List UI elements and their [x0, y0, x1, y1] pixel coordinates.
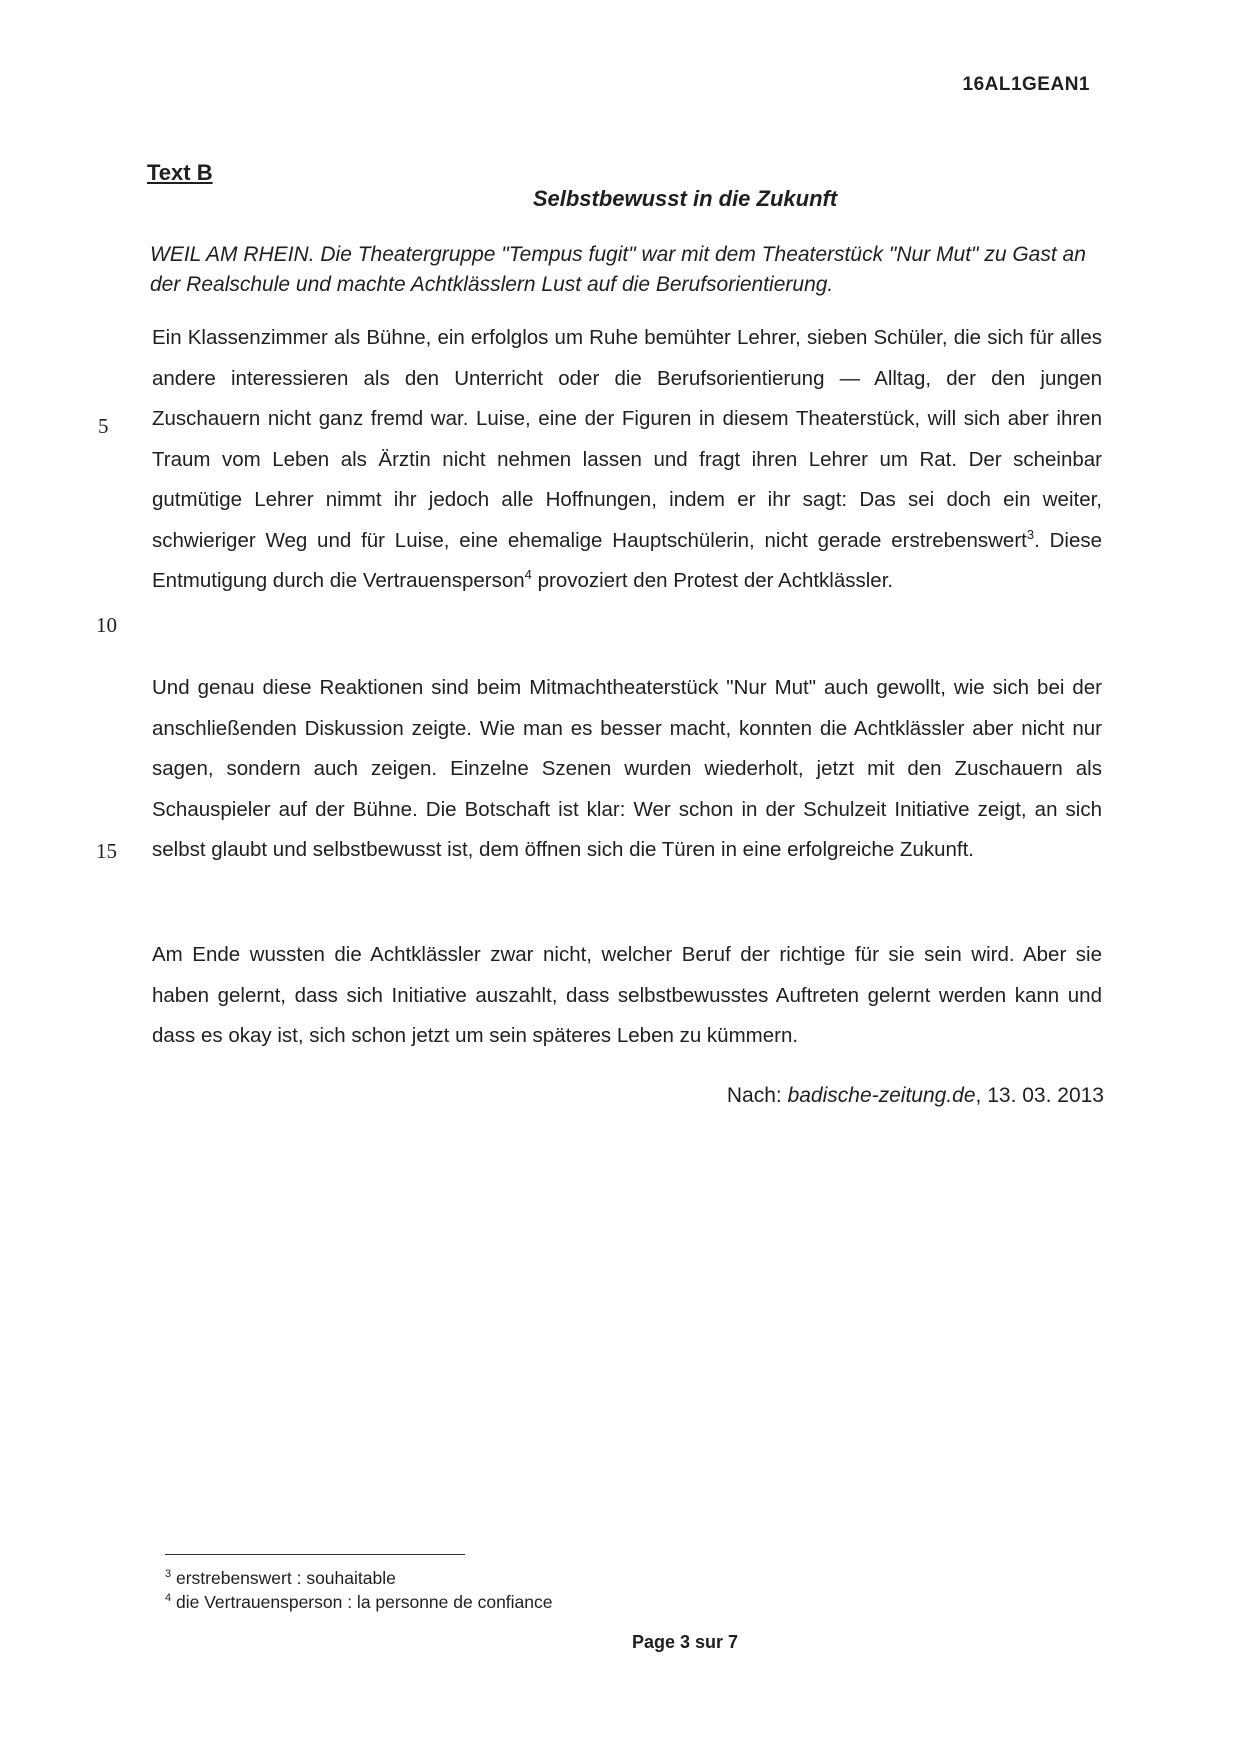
footnote-4-text: die Vertrauensperson : la personne de confiance	[171, 1592, 553, 1612]
source-citation	[727, 1084, 1104, 1108]
paragraph-1-text-b: . Diese Entmutigung durch die Vertrauensperson	[152, 528, 1102, 592]
section-label: Text B	[147, 160, 213, 185]
paragraph-2: Und genau diese Reaktionen sind beim Mitmachtheaterstück "Nur Mut" auch gewollt, wie sich bei der anschließenden Diskussion zeigte. Wie man es besser macht, konnten die Achtklässler aber nicht nur sagen, sondern auch zeigen. Einzelne Szenen wurden wiederholt, jetzt mit den Zuschauern als Schauspieler auf der Bühne. Die Botschaft ist klar: Wer schon in der Schulzeit Initiative zeigt, an sich selbst glaubt und selbstbewusst ist, dem öffnen sich die Türen in eine erfolgreiche Zukunft.	[152, 676, 1102, 861]
paragraph-3: Am Ende wussten die Achtklässler zwar nicht, welcher Beruf der richtige für sie sein wird. Aber sie haben gelernt, dass sich Initiative auszahlt, dass selbstbewusstes Auftreten gelernt werden kann und dass es okay ist, sich schon jetzt um sein späteres Leben zu kümmern.	[152, 943, 1102, 1047]
source-date: , 13. 03. 2013	[975, 1084, 1104, 1107]
paragraph-1-text-a: Ein Klassenzimmer als Bühne, ein erfolglos um Ruhe bemühter Lehrer, sieben Schüler, die sich für alles andere interessieren als den Unterricht oder die Berufsorientierung — Alltag, der den jungen Zuschauern nicht ganz fremd war. Luise, eine der Figuren in diesem Theaterstück, will sich aber ihren Traum vom Leben als Ärztin nicht nehmen lassen und fragt ihren Lehrer um Rat. Der scheinbar gutmütige Lehrer nimmt ihr jedoch alle Hoffnungen, indem er ihr sagt: Das sei doch ein weiter, schwieriger Weg und für Luise, eine ehemalige Hauptschülerin, nicht gerade erstrebenswert	[152, 326, 1102, 552]
line-number-10: 10	[96, 613, 117, 637]
document-code: 16AL1GEAN1	[962, 74, 1090, 95]
source-site: badische-zeitung.de	[787, 1084, 976, 1107]
line-number-5: 5	[98, 414, 109, 438]
article-title: Selbstbewusst in die Zukunft	[532, 186, 838, 211]
footnote-4-mark: 4	[165, 1592, 172, 1605]
footnote-ref-4: 4	[524, 567, 532, 583]
footnote-divider	[165, 1554, 465, 1555]
footnote-ref-3: 3	[1026, 526, 1035, 542]
source-prefix: Nach:	[726, 1084, 788, 1107]
footnote-3	[165, 1568, 396, 1589]
line-number-15: 15	[96, 839, 117, 863]
footnote-3-mark: 3	[165, 1568, 172, 1581]
article-lead: WEIL AM RHEIN. Die Theatergruppe "Tempus fugit" war mit dem Theaterstück "Nur Mut" zu Gast an der Realschule und machte Achtklässlern Lust auf die Berufsorientierung.	[150, 243, 1086, 296]
footnote-4	[165, 1592, 553, 1613]
paragraph-1-text-c: provoziert den Protest der Achtklässler.	[531, 569, 894, 592]
footnote-3-text: erstrebenswert : souhaitable	[171, 1568, 396, 1588]
paragraph-1	[152, 318, 1102, 602]
page-number: Page 3 sur 7	[631, 1632, 739, 1652]
